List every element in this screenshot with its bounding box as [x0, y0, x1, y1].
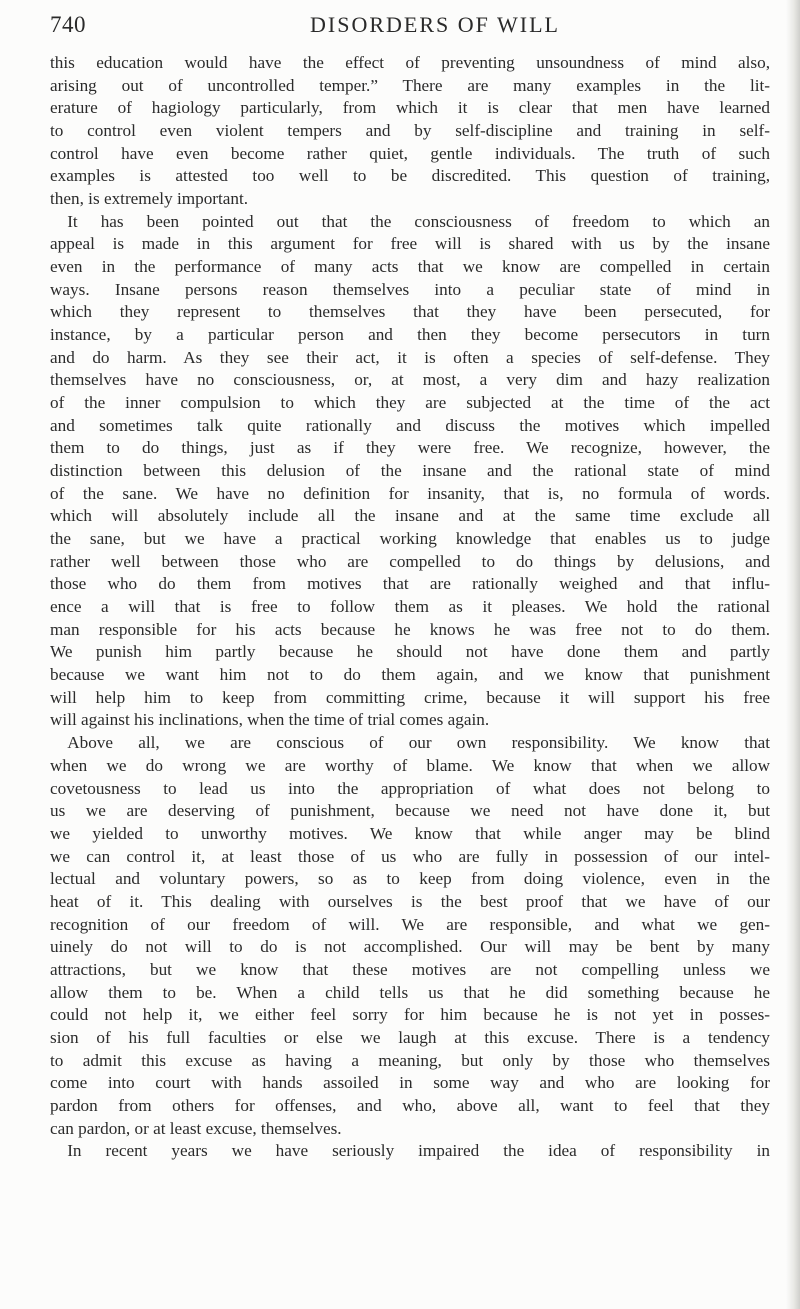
text-line: when we do wrong we are worthy of blame. We know that when we allow: [50, 755, 770, 775]
text-line: allow them to be. When a child tells us that he did something because he: [50, 982, 770, 1002]
text-line: which they represent to themselves that they have been persecuted, for: [50, 302, 770, 322]
text-line: even in the performance of many acts that we know are compelled in certain: [50, 257, 770, 277]
text-line: It has been pointed out that the consciousness of freedom to which an: [50, 211, 770, 231]
text-line: uinely do not will to do is not accomplished. Our will may be bent by many: [50, 937, 770, 957]
text-line: could not help it, we either feel sorry for him because he is not yet in posses-: [50, 1005, 770, 1025]
page-edge-shadow: [786, 0, 800, 1309]
text-line: control have even become rather quiet, gentle individuals. The truth of such: [50, 143, 770, 163]
text-line: erature of hagiology particularly, from which it is clear that men have learned: [50, 98, 770, 118]
page-header: [50, 12, 750, 42]
text-line: come into court with hands assoiled in some way and who are looking for: [50, 1073, 770, 1093]
text-line: and sometimes talk quite rationally and discuss the motives which impelled: [50, 415, 770, 435]
text-line: because we want him not to do them again, and we know that punishment: [50, 665, 770, 685]
text-line: of the inner compulsion to which they are subjected at the time of the act: [50, 393, 770, 413]
text-line: can pardon, or at least excuse, themselves.: [50, 1118, 342, 1138]
text-line: In recent years we have seriously impaired the idea of responsibility in: [50, 1141, 770, 1161]
text-line: examples is attested too well to be discredited. This question of training,: [50, 166, 770, 186]
text-line: of the sane. We have no definition for insanity, that is, no formula of words.: [50, 483, 770, 503]
body-text: [50, 52, 770, 1163]
text-line: distinction between this delusion of the insane and the rational state of mind: [50, 461, 770, 481]
text-line: lectual and voluntary powers, so as to keep from doing violence, even in the: [50, 869, 770, 889]
text-line: Above all, we are conscious of our own responsibility. We know that: [50, 733, 770, 753]
text-line: covetousness to lead us into the appropriation of what does not belong to: [50, 778, 770, 798]
text-line: heat of it. This dealing with ourselves is the best proof that we have of our: [50, 891, 770, 911]
text-line: pardon from others for offenses, and who, above all, want to feel that they: [50, 1095, 770, 1115]
text-line: us we are deserving of punishment, because we need not have done it, but: [50, 801, 770, 821]
text-line: ence a will that is free to follow them as it pleases. We hold the rational: [50, 597, 770, 617]
text-line: man responsible for his acts because he knows he was free not to do them.: [50, 619, 770, 639]
text-line: rather well between those who are compelled to do things by delusions, and: [50, 551, 770, 571]
text-line: we can control it, at least those of us who are fully in possession of our intel-: [50, 846, 770, 866]
text-line: to control even violent tempers and by self-discipline and training in self-: [50, 121, 770, 141]
text-line: those who do them from motives that are rationally weighed and that influ-: [50, 574, 770, 594]
text-line: themselves have no consciousness, or, at most, a very dim and hazy realization: [50, 370, 770, 390]
text-line: this education would have the effect of preventing unsoundness of mind also,: [50, 53, 770, 72]
text-line: will against his inclinations, when the time of trial comes again.: [50, 710, 490, 730]
text-line: ways. Insane persons reason themselves into a peculiar state of mind in: [50, 279, 770, 299]
text-line: will help him to keep from committing crime, because it will support his free: [50, 687, 770, 707]
text-line: we yielded to unworthy motives. We know that while anger may be blind: [50, 823, 770, 843]
text-line: appeal is made in this argument for free will is shared with us by the insane: [50, 234, 770, 254]
running-head: DISORDERS OF WILL: [310, 12, 560, 37]
text-line: recognition of our freedom of will. We are responsible, and what we gen-: [50, 914, 770, 934]
text-line: which will absolutely include all the insane and at the same time exclude all: [50, 506, 770, 526]
text-line: instance, by a particular person and then they become persecutors in turn: [50, 325, 770, 345]
text-line: the sane, but we have a practical working knowledge that enables us to judge: [50, 529, 770, 549]
text-line: then, is extremely important.: [50, 189, 249, 209]
text-line: them to do things, just as if they were free. We recognize, however, the: [50, 438, 770, 458]
page-number: 740: [50, 12, 86, 37]
text-line: arising out of uncontrolled temper.” There are many examples in the lit-: [50, 75, 770, 95]
text-line: attractions, but we know that these motives are not compelling unless we: [50, 959, 770, 979]
text-line: and do harm. As they see their act, it is often a species of self-defense. They: [50, 347, 770, 367]
text-line: We punish him partly because he should not have done them and partly: [50, 642, 770, 662]
text-line: to admit this excuse as having a meaning, but only by those who themselves: [50, 1050, 770, 1070]
text-line: sion of his full faculties or else we laugh at this excuse. There is a tendency: [50, 1027, 770, 1047]
